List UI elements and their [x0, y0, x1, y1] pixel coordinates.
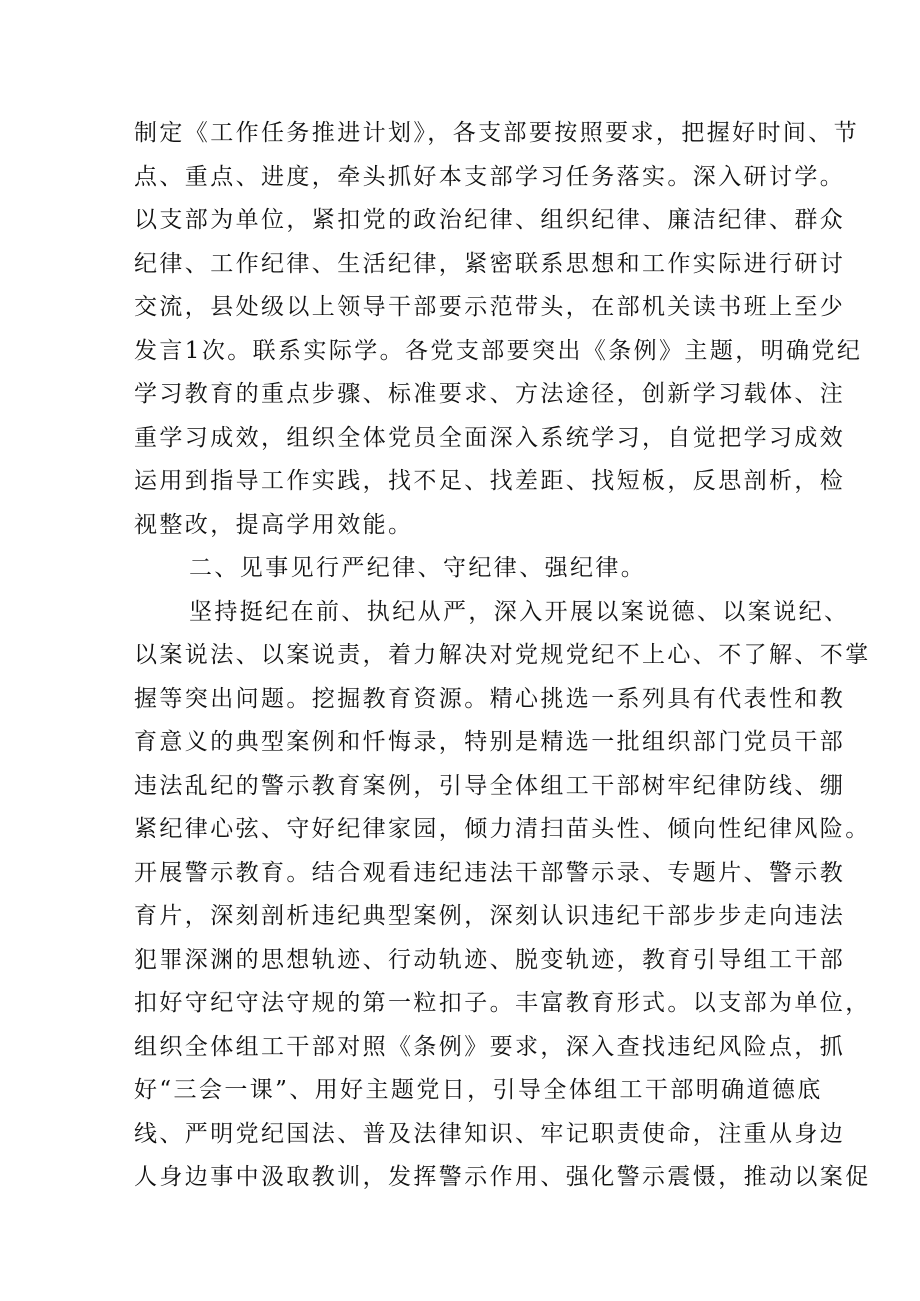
text-line: 犯罪深渊的思想轨迹、行动轨迹、脱变轨迹，教育引导组工干部 [134, 946, 846, 973]
text-line: 育片，深刻剖析违纪典型案例，深刻认识违纪干部步步走向违法 [134, 903, 846, 929]
document-body [134, 112, 871, 1200]
text-line: 点、重点、进度，牵头抓好本支部学习任务落实。深入研讨学。 [134, 163, 846, 190]
text-line: 握等突出问题。挖掘教育资源。精心挑选一系列具有代表性和教 [134, 685, 846, 712]
text-line: 开展警示教育。结合观看违纪违法干部警示录、专题片、警示教 [134, 859, 846, 886]
text-line: 重学习成效，组织全体党员全面深入系统学习，自觉把学习成效 [134, 424, 846, 451]
text-line: 发言1次。联系实际学。各党支部要突出《条例》主题，明确党纪 [134, 337, 863, 364]
text-line: 好“三会一课”、用好主题党日，引导全体组工干部明确道德底 [134, 1077, 823, 1103]
text-line: 纪律、工作纪律、生活纪律，紧密联系思想和工作实际进行研讨 [134, 250, 846, 277]
text-line: 坚持挺纪在前、执纪从严，深入开展以案说德、以案说纪、 [189, 598, 850, 625]
text-line: 违法乱纪的警示教育案例，引导全体组工干部树牢纪律防线、绷 [134, 772, 846, 799]
section-heading: 二、见事见行严纪律、守纪律、强纪律。 [189, 555, 647, 581]
text-line: 人身边事中汲取教训，发挥警示作用、强化警示震慑，推动以案促 [134, 1164, 871, 1190]
text-line: 以支部为单位，紧扣党的政治纪律、组织纪律、廉洁纪律、群众 [134, 207, 846, 233]
text-line: 制定《工作任务推进计划》，各支部要按照要求，把握好时间、节 [134, 120, 860, 146]
text-line: 学习教育的重点步骤、标准要求、方法途径，创新学习载体、注 [134, 381, 846, 407]
text-line: 交流，县处级以上领导干部要示范带头，在部机关读书班上至少 [134, 294, 846, 320]
text-line: 以案说法、以案说责，着力解决对党规党纪不上心、不了解、不掌 [134, 642, 871, 668]
text-line: 线、严明党纪国法、普及法律知识、牢记职责使命，注重从身边 [134, 1120, 846, 1147]
text-line: 视整改，提高学用效能。 [134, 511, 414, 538]
text-line: 扣好守纪守法守规的第一粒扣子。丰富教育形式。以支部为单位， [134, 990, 871, 1016]
text-line: 组织全体组工干部对照《条例》要求，深入查找违纪风险点，抓 [134, 1033, 846, 1060]
text-line: 育意义的典型案例和忏悔录，特别是精选一批组织部门党员干部 [134, 729, 846, 755]
text-line: 运用到指导工作实践，找不足、找差距、找短板，反思剖析，检 [134, 468, 846, 494]
text-line: 紧纪律心弦、守好纪律家园，倾力清扫苗头性、倾向性纪律风险。 [134, 816, 871, 842]
